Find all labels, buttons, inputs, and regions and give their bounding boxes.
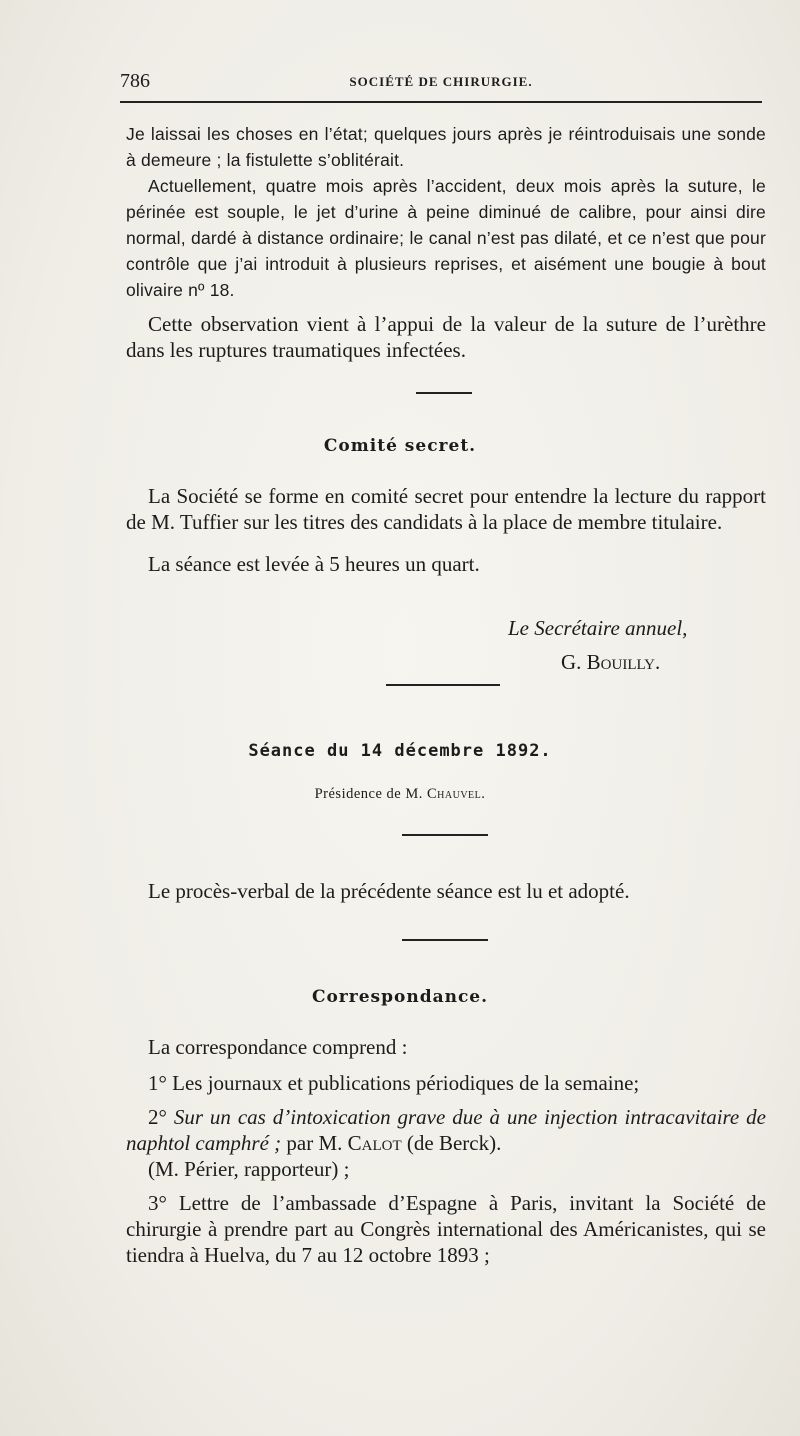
item-2-place: (de Berck). bbox=[401, 1131, 502, 1155]
proces-verbal-paragraph: Le procès-verbal de la précédente séance est lu et adopté. bbox=[148, 879, 630, 903]
running-head: SOCIÉTÉ DE CHIRURGIE. bbox=[349, 74, 533, 89]
comite-section bbox=[126, 483, 766, 577]
seance-levee-paragraph: La séance est levée à 5 heures un quart. bbox=[148, 552, 480, 576]
correspondance-item-1: 1° Les journaux et publications périodiques de la semaine; bbox=[148, 1071, 640, 1095]
intro-section bbox=[126, 121, 766, 303]
signature-initial: G. bbox=[561, 650, 587, 674]
item-2-by: par M. bbox=[281, 1131, 348, 1155]
presidence-prefix: Présidence de M. bbox=[314, 786, 427, 802]
section-divider bbox=[402, 939, 488, 941]
seance-heading: Séance du 14 décembre 1892. bbox=[248, 741, 552, 761]
correspondance-section bbox=[126, 1034, 766, 1268]
conclusion-paragraph: Cette observation vient à l’appui de la valeur de la suture de l’urèthre dans les ruptures traumatiques infectées. bbox=[126, 312, 766, 362]
signature-title: Le Secrétaire annuel, bbox=[508, 616, 688, 640]
correspondance-heading: Correspondance. bbox=[311, 987, 489, 1007]
intro-paragraph-2: Actuellement, quatre mois après l’accident, deux mois après la suture, le périnée est souple, le jet d’urine à peine diminué de calibre, pour ainsi dire normal, dardé à distance ordinaire; le canal n’est pas dilaté, et ce n’est que pour contrôle que j’ai introduit à plusieurs reprises, et aisément une bougie à bout olivaire nº 18. bbox=[126, 176, 766, 300]
proces-verbal-section bbox=[126, 878, 766, 904]
signature bbox=[561, 650, 660, 675]
comite-heading: Comité secret. bbox=[323, 436, 477, 456]
conclusion-section bbox=[126, 311, 766, 363]
item-2-number: 2° bbox=[148, 1105, 174, 1129]
section-divider bbox=[386, 684, 500, 686]
correspondance-item-2 bbox=[126, 1104, 766, 1156]
signature-name: Bouilly. bbox=[586, 650, 661, 674]
page-number: 786 bbox=[120, 70, 150, 92]
comite-paragraph: La Société se forme en comité secret pour entendre la lecture du rapport de M. Tuffier sur les titres des candidats à la place de membre titulaire. bbox=[126, 484, 766, 534]
correspondance-item-3: 3° Lettre de l’ambassade d’Espagne à Paris, invitant la Société de chirurgie à prendre part au Congrès international des Américanistes, qui se tiendra à Huelva, du 7 au 12 octobre 1893 ; bbox=[126, 1191, 766, 1267]
page-header bbox=[120, 70, 762, 94]
item-2-rapporteur: (M. Périer, rapporteur) ; bbox=[148, 1157, 350, 1181]
item-2-author: Calot bbox=[347, 1131, 402, 1155]
correspondance-intro: La correspondance comprend : bbox=[148, 1035, 408, 1059]
item-2-title: Sur un cas d’intoxication grave due à une injection intracavitaire de naphtol camphré ; bbox=[126, 1105, 766, 1155]
intro-paragraph-1: Je laissai les choses en l’état; quelques jours après je réintroduisais une sonde à demeure ; la fistulette s’oblitérait. bbox=[126, 124, 766, 170]
presidence-line bbox=[0, 786, 800, 803]
section-divider bbox=[402, 834, 488, 836]
presidence-name: Chauvel. bbox=[426, 786, 486, 802]
section-divider bbox=[416, 392, 472, 394]
header-rule bbox=[120, 101, 762, 103]
